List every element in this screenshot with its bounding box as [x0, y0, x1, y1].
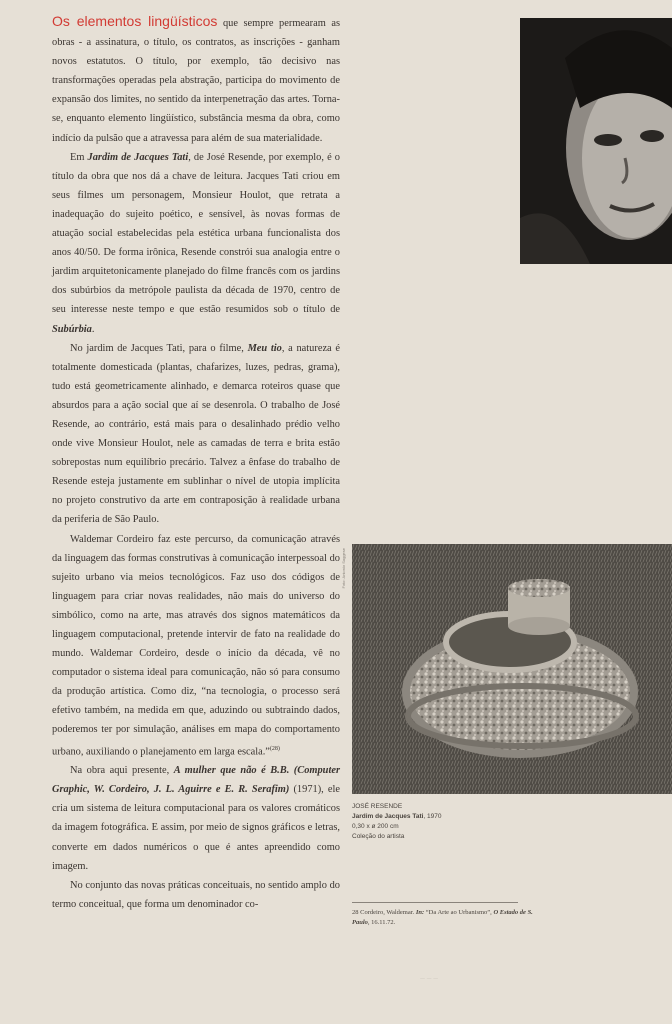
- sculpture-photo: [352, 544, 672, 794]
- p5-a: Na obra aqui presente,: [70, 765, 170, 777]
- p2-b: , de José Resende, por exemplo, é o título da obra que nos dá a chave de leitura. Jacques Tati criou em seus filmes um personagem, Monsieur Houlot, que retrata a inadequação do sujeito poético, e sensível, às novas formas de atuação social estabelecidas pela estética urbana funcionalista dos anos 40/50. De forma irônica, Resende constrói sua analogia entre o jardim arquitetonicamente planejado do filme francês com os jardins dos subúrbios da metrópole paulista da década de 1970, centro de seu interesse neste tempo e que estão resumidos sob o título de: [52, 151, 340, 316]
- caption-year: , 1970: [423, 813, 442, 820]
- film-title: Meu tio: [247, 342, 282, 354]
- caption-dimensions: 0,30 x ø 200 cm: [352, 823, 399, 830]
- paragraph-2: [52, 148, 340, 339]
- photo-credit: Foto: Antonio Saggese: [341, 548, 346, 589]
- paragraph-6: [52, 876, 340, 914]
- footnote-newspaper: O Estado de S. Paulo: [352, 909, 533, 926]
- main-text-column: [52, 12, 340, 914]
- footnote-divider: [352, 902, 518, 903]
- work-title-jardim: Jardim de Jacques Tati: [87, 151, 189, 163]
- caption-artist: JOSÉ RESENDE: [352, 803, 403, 810]
- p3-a: No jardim de Jacques Tati, para o filme,: [70, 342, 244, 354]
- footnote-a: 28 Cordeiro, Waldemar.: [352, 909, 415, 916]
- footnote-in: In:: [415, 909, 425, 916]
- p2-a: Em: [70, 151, 85, 163]
- p3-b: , a natureza é totalmente domesticada (plantas, chafarizes, luzes, pedras, grama), tudo está geometricamente alinhado, e demarca roteiros quase que absurdos para a ação social que aí se desenrola. O trabalho de José Resende, ao contrário, está mais para o desalinhado prédio velho onde vive Monsieur Houlot, nele as camadas de terra e brita estão sobrepostas num equilíbrio precário. Talvez a ênfase do trabalho de Resende esteja justamente em sublinhar o nível de utopia implícita no projeto construtivo da arte em contraposição à realidade urbana da periferia de São Paulo.: [52, 342, 340, 526]
- work-title-bb: A mulher que não é B.B. (Computer Graphic, W. Cordeiro, J. L. Aguirre e E. R. Serafim): [52, 765, 340, 796]
- lead-heading: Os elementos lingüísticos: [52, 13, 218, 29]
- work-title-suburbia: Subúrbia: [52, 323, 92, 335]
- p4-a: Waldemar Cordeiro faz este percurso, da comunicação através da linguagem das formas construtivas à comunicação interpessoal do sujeito urbano via meios tecnológicos. Faz uso dos códigos de linguagem para criar novas realidades, não mais do universo do simbólico, como na arte, mas através dos signos matemáticos da linguagem computacional, pretende intervir de fato na realidade do mundo. Waldemar Cordeiro, desde o início da década, vê no computador o sistema ideal para comunicação, não só para consumo da produção artística. Como diz, “na tecnologia, o processo será efetivo também, na medida em que, aduzindo ou subtraindo dados, poderemos ter por simulação, análises em mapa do comportamento urbano, auxiliando o planejamento em larga escala.”: [52, 533, 340, 758]
- paragraph-3: [52, 339, 340, 530]
- garden-sculpture-illustration: [352, 544, 672, 794]
- p5-b: (1971), ele cria um sistema de leitura computacional para os valores cromáticos da imagem fotográfica. E assim, por meio de signos gráficos e letras, converte em dados numéricos o que é antes apreendido como imagem.: [52, 784, 340, 872]
- footnote-b: “Da Arte ao Urbanismo”,: [425, 909, 492, 916]
- footnote-ref: (28): [269, 745, 280, 752]
- portrait-photo: [520, 18, 672, 264]
- p6-text: No conjunto das novas práticas conceituais, no sentido amplo do termo conceitual, que forma um denominador co-: [52, 879, 340, 910]
- footnote: [352, 908, 542, 928]
- portrait-illustration: [520, 18, 672, 264]
- p1-text: que sempre permearam as obras - a assinatura, o título, os contratos, as inscrições - ganham novos estatutos. O título, por exemplo, tão decisivo nas transformações operadas pela abstração, participa do movimento de expansão dos limites, no sentido da interpenetração das artes. Torna-se, enquanto elemento lingüístico, substância mesma da obra, como indício da pulsão que a atravessa para além de sua materialidade.: [52, 18, 340, 144]
- paragraph-1: [52, 12, 340, 148]
- paragraph-4: [52, 530, 340, 762]
- caption-title: Jardim de Jacques Tati: [352, 813, 424, 820]
- p2-c: .: [91, 323, 95, 335]
- caption-collection: Coleção do artista: [352, 833, 405, 840]
- footnote-c: , 16.11.72.: [367, 919, 396, 926]
- photo-caption: [352, 802, 502, 842]
- faint-mark: — — —: [420, 976, 439, 982]
- paragraph-5: [52, 761, 340, 876]
